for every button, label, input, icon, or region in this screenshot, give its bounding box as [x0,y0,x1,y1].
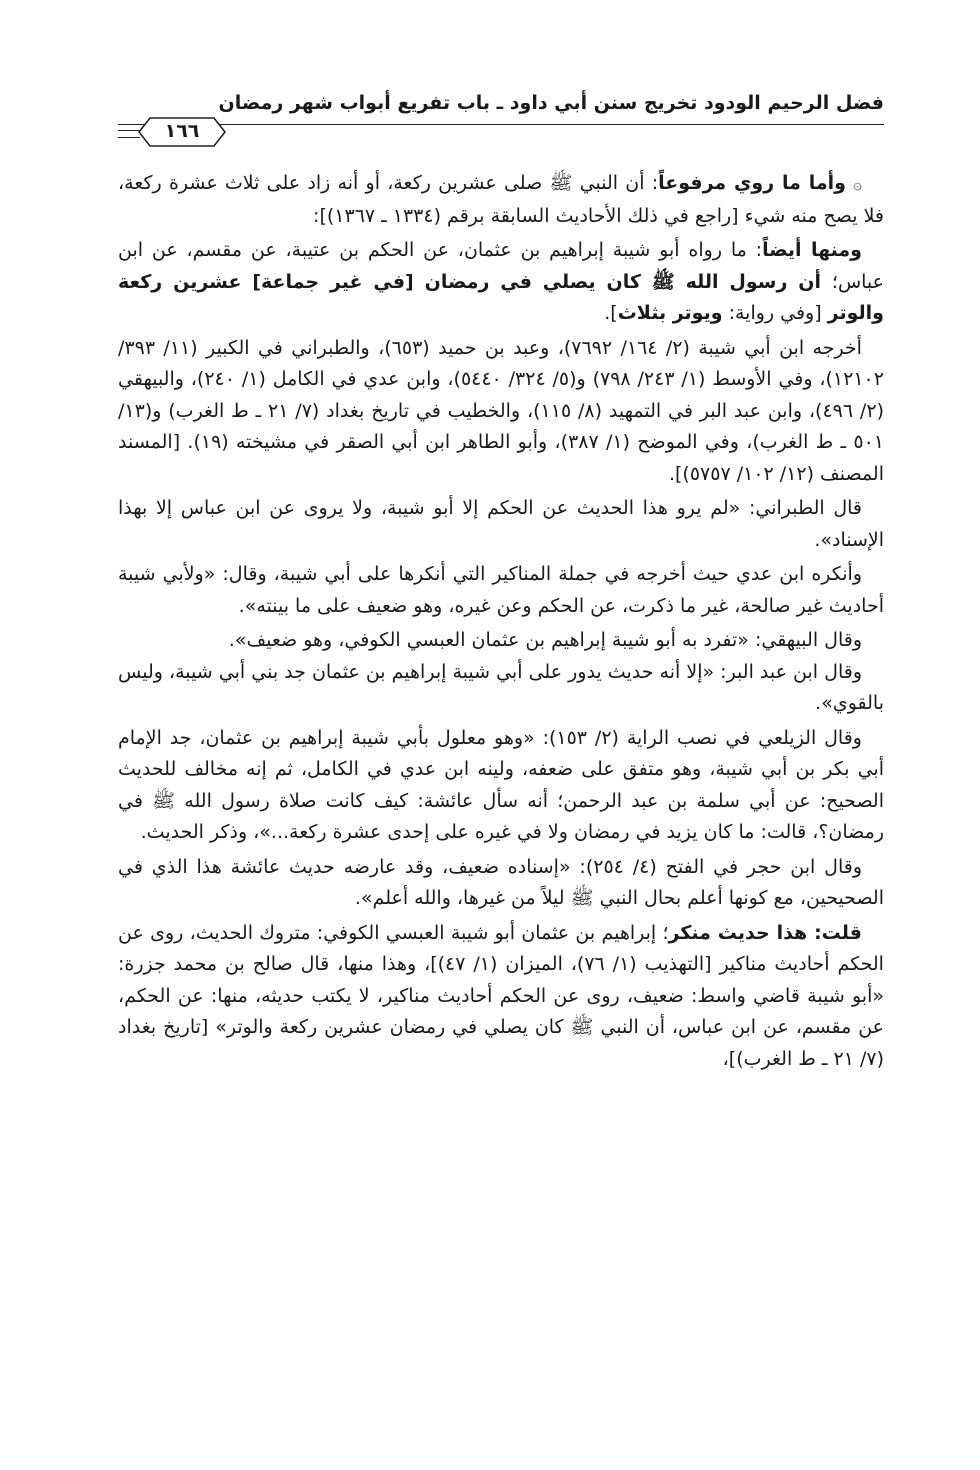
paragraph-3: أخرجه ابن أبي شيبة (٢/ ١٦٤/ ٧٦٩٢)، وعبد بن حميد (٦٥٣)، والطبراني في الكبير (١١/ ٣٩٣/ ١٢١٠٢)، وفي الأوسط (١/ ٢٤٣/ ٧٩٨) و(٥/ ٣٢٤/ ٥٤٤٠)، وابن عدي في الكامل (١/ ٢٤٠)، والبيهقي (٢/ ٤٩٦)، وابن عبد البر في التمهيد (٨/ ١١٥)، والخطيب في تاريخ بغداد (٧/ ٢١ ـ ط الغرب) و(١٣/ ٥٠١ ـ ط الغرب)، وفي الموضح (١/ ٣٨٧)، وأبو الطاهر ابن أبي الصقر في مشيخته (١٩). [المسند المصنف (١٢/ ١٠٢/ ٥٧٥٧)]. [118,336,884,485]
paragraph-marker-icon: ۞ [853,175,862,193]
paragraph-7: وقال ابن عبد البر: «إلا أنه حديث يدور على أبي شيبة إبراهيم بن عثمان جد بني أبي شيبة، وليس بالقوي». [118,660,884,714]
lead-phrase: قلت: هذا حديث منكر [668,921,862,944]
variant-text: ويوتر بثلاث [617,302,723,324]
paragraph-text: : أن النبي ﷺ صلى عشرين ركعة، أو أنه زاد على ثلاث عشرة ركعة، فلا يصح منه شيء [راجع في ذلك الأحاديث السابقة برقم (١٣٣٤ ـ ١٣٦٧)]: [118,172,884,227]
header-rule [118,124,884,125]
paragraph-9: وقال ابن حجر في الفتح (٤/ ٢٥٤): «إسناده ضعيف، وقد عارضه حديث عائشة هذا الذي في الصحيحين، مع كونها أعلم بحال النبي ﷺ ليلاً من غيرها، والله أعلم». [118,855,884,909]
page-number: ١٦٦ [164,120,200,142]
paragraph-5: وأنكره ابن عدي حيث أخرجه في جملة المناكير التي أنكرها على أبي شيبة، وقال: «ولأبي شيبة أحاديث غير صالحة، غير ما ذكرت، عن الحكم وعن غيره، وهو ضعيف على ما بينته». [118,563,884,617]
running-header [118,92,884,122]
variant-intro: [وفي رواية: [722,302,828,324]
paragraph-6: وقال البيهقي: «تفرد به أبو شيبة إبراهيم بن عثمان العبسي الكوفي، وهو ضعيف». [228,629,862,651]
page-number-badge [138,117,226,147]
paragraph-2 [118,235,884,330]
variant-close: ]. [604,302,618,324]
paragraph-1 [118,168,884,232]
header-ornament-lines [118,130,140,138]
hadith-text: أن رسول الله ﷺ كان يصلي في رمضان [في غير جماعة] عشرين ركعة والوتر [118,270,884,324]
header-title: فضل الرحيم الودود تخريج سنن أبي داود ـ باب تفريع أبواب شهر رمضان [218,92,884,114]
paragraph-4: قال الطبراني: «لم يرو هذا الحديث عن الحكم إلا أبو شيبة، ولا يروى عن ابن عباس إلا بهذا الإسناد». [118,497,884,551]
paragraph-8: وقال الزيلعي في نصب الراية (٢/ ١٥٣): «وهو معلول بأبي شيبة إبراهيم بن عثمان، جد الإمام أبي بكر بن أبي شيبة، وهو متفق على ضعفه، ولينه ابن عدي في الكامل، ثم إنه مخالف للحديث الصحيح: عن أبي سلمة بن عبد الرحمن؛ أنه سأل عائشة: كيف كانت صلاة رسول الله ﷺ في رمضان؟، قالت: ما كان يزيد في رمضان ولا في غيره على إحدى عشرة ركعة...»، وذكر الحديث. [118,726,884,843]
lead-phrase: ومنها أيضاً [762,239,862,261]
paragraph-10 [118,918,884,1076]
lead-phrase: وأما ما روي مرفوعاً [658,172,846,194]
main-text [118,168,884,1078]
paragraph-text: ؛ إبراهيم بن عثمان أبو شيبة العبسي الكوفي: متروك الحديث، روى عن الحكم أحاديث مناكير [التهذيب (١/ ٧٦)، الميزان (١/ ٤٧)]، وهذا منها، قال صالح بن محمد جزرة: «أبو شيبة قاضي واسط: ضعيف، روى عن الحكم أحاديث مناكير، لا يكتب حديثه، منها: عن الحكم، عن مقسم، عن ابن عباس، أن النبي ﷺ كان يصلي في رمضان عشرين ركعة والوتر» [تاريخ بغداد (٧/ ٢١ ـ ط الغرب)]، [118,921,884,1070]
paragraph-text: : ما رواه أبو شيبة إبراهيم بن عثمان، عن الحكم بن عتيبة، عن مقسم، عن ابن عباس؛ [118,239,884,293]
